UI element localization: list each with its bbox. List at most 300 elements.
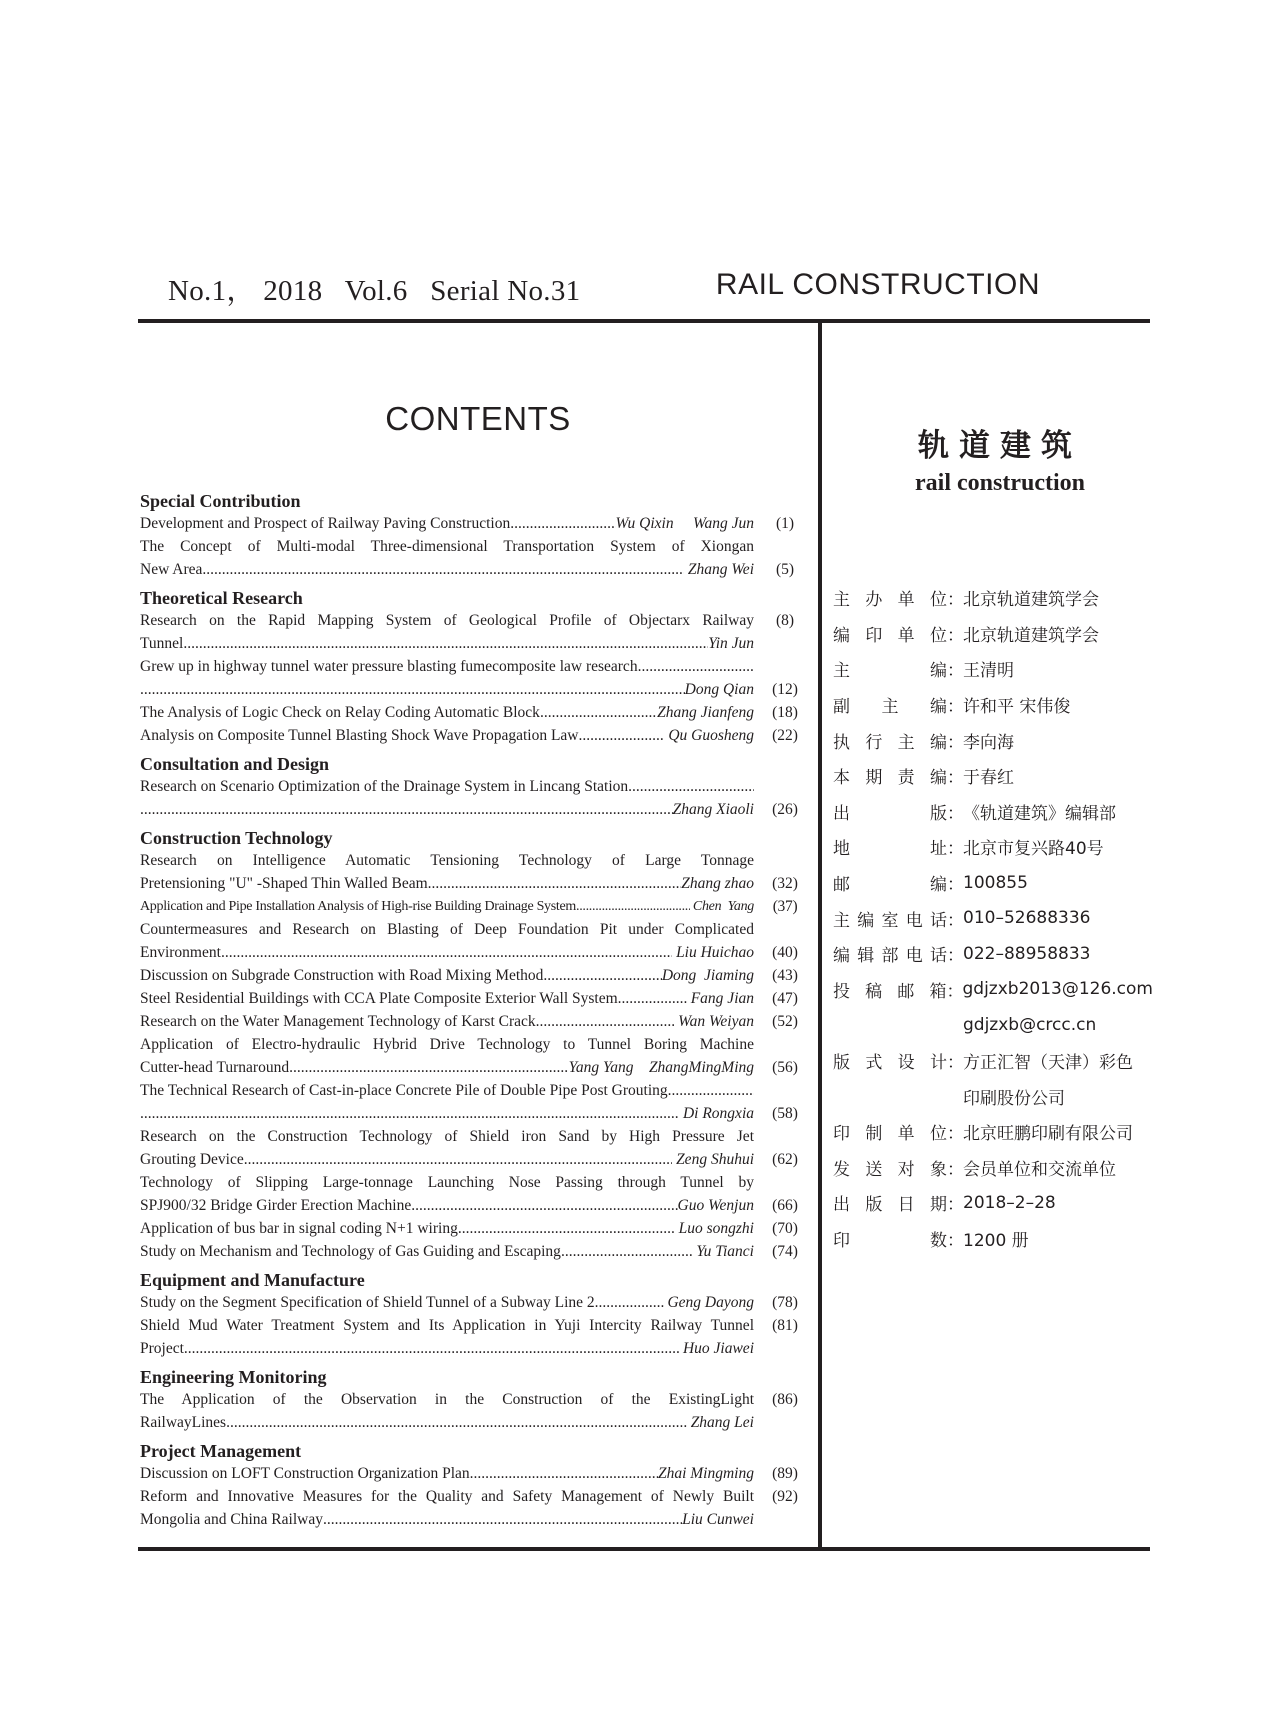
toc-entry <box>140 701 800 724</box>
info-row <box>833 1114 1153 1150</box>
entry-line <box>140 1411 754 1434</box>
info-value: 北京旺鹏印刷有限公司 <box>963 1124 1133 1145</box>
toc-entry <box>140 775 800 821</box>
label-char: 执 <box>833 732 850 753</box>
info-value: 北京轨道建筑学会 <box>963 590 1099 611</box>
info-value: 北京轨道建筑学会 <box>963 625 1099 646</box>
entry-line <box>140 1194 754 1217</box>
info-separator: ： <box>947 661 964 682</box>
entry-line <box>140 632 754 655</box>
info-row <box>833 1078 1153 1114</box>
info-row <box>833 794 1153 830</box>
dot-leader <box>536 1010 675 1033</box>
entry-line <box>140 872 754 895</box>
info-separator: ： <box>947 839 964 860</box>
entry-line <box>140 1337 754 1360</box>
dot-leader <box>628 775 754 798</box>
entry-title-text: Discussion on Subgrade Construction with Road Mixing Method <box>140 967 544 984</box>
entry-author: Dong Qian <box>684 681 754 698</box>
entry-title-text: Study on Mechanism and Technology of Gas Guiding and Escaping <box>140 1243 561 1260</box>
dot-leader <box>543 964 661 987</box>
info-separator: ： <box>946 981 964 1002</box>
info-value: 022–88958833 <box>963 943 1091 964</box>
info-row <box>833 936 1153 972</box>
label-char: 单 <box>897 590 915 611</box>
entry-line <box>140 941 754 964</box>
entry-author: Liu Cunwei <box>682 1511 754 1528</box>
label-char: 地 <box>833 839 850 860</box>
info-row <box>833 1185 1153 1221</box>
entry-author: Luo songzhi <box>674 1220 754 1237</box>
label-char: 办 <box>865 590 883 611</box>
page-number: (78) <box>772 1294 798 1311</box>
toc-entry <box>140 1010 800 1033</box>
label-char: 送 <box>865 1159 883 1180</box>
entry-line <box>140 1508 754 1531</box>
masthead-info <box>833 580 1153 1256</box>
info-label <box>833 621 947 646</box>
info-label <box>833 585 947 610</box>
info-separator: ： <box>947 697 964 718</box>
label-char: 编 <box>833 625 850 646</box>
entry-title-text: Application of bus bar in signal coding N+1 wiring <box>140 1220 458 1237</box>
toc-entry <box>140 1079 800 1125</box>
page-number: (89) <box>772 1465 798 1482</box>
info-row <box>833 1007 1153 1043</box>
info-row <box>833 651 1153 687</box>
label-char: 期 <box>865 768 883 789</box>
label-char: 期 <box>929 1195 947 1216</box>
toc-entry <box>140 895 800 918</box>
label-char: 投 <box>833 981 850 1002</box>
entry-title-line: Application of Electro-hydraulic Hybrid Drive Technology to Tunnel Boring Machine <box>140 1036 754 1053</box>
info-value: 方正汇智（天津）彩色 <box>963 1053 1133 1074</box>
entry-title-line: Research on Intelligence Automatic Tensioning Technology of Large Tonnage <box>140 852 754 869</box>
entry-line <box>140 1148 754 1171</box>
page-number: (22) <box>772 727 798 744</box>
label-char: 版 <box>865 1195 883 1216</box>
info-row <box>833 687 1153 723</box>
label-char: 版 <box>833 1053 850 1074</box>
page-number: (58) <box>772 1105 798 1122</box>
info-separator: ： <box>947 590 964 611</box>
section-title: Equipment and Manufacture <box>140 1270 365 1290</box>
entry-author: Wu Qixin Wang Jun <box>615 515 754 532</box>
info-label <box>833 692 947 717</box>
info-label <box>833 834 947 859</box>
info-value: 李向海 <box>963 732 1014 753</box>
section-title: Theoretical Research <box>140 588 303 608</box>
label-char: 箱 <box>929 981 947 1002</box>
entry-title-text: Study on the Segment Specification of Shield Tunnel of a Subway Line 2 <box>140 1294 595 1311</box>
entry-title-text: RailwayLines <box>140 1414 227 1431</box>
label-char: 编 <box>833 946 850 967</box>
toc-entry <box>140 1485 800 1531</box>
label-char: 印 <box>833 1230 850 1251</box>
label-char: 邮 <box>897 981 915 1002</box>
page-number: (92) <box>772 1488 798 1505</box>
toc-entry <box>140 512 800 535</box>
toc-entry <box>140 655 800 701</box>
entry-title-line: Research on the Rapid Mapping System of Geological Profile of Objectarx Railway <box>140 612 754 629</box>
entry-title-text: Steel Residential Buildings with CCA Plate Composite Exterior Wall System <box>140 990 618 1007</box>
entry-author: Chen Yang <box>689 899 754 914</box>
page-number: (1) <box>775 515 795 532</box>
toc-entry <box>140 1217 800 1240</box>
entry-author: Zhang Wei <box>683 561 754 578</box>
entry-line <box>140 964 754 987</box>
info-separator: ： <box>947 803 964 824</box>
dot-leader <box>140 798 673 821</box>
info-row <box>833 829 1153 865</box>
page-number: (18) <box>772 704 798 721</box>
label-char: 行 <box>865 732 883 753</box>
dot-leader <box>183 632 708 655</box>
label-char: 编 <box>929 732 947 753</box>
label-char: 编 <box>930 875 947 896</box>
entry-line <box>140 512 754 535</box>
label-char: 编 <box>857 910 875 931</box>
label-char: 主 <box>833 910 850 931</box>
dot-leader <box>578 724 664 747</box>
label-char: 日 <box>897 1195 915 1216</box>
entry-author: Zhang Lei <box>686 1414 754 1431</box>
label-char: 编 <box>930 697 947 718</box>
label-char: 设 <box>897 1053 915 1074</box>
info-separator: ： <box>947 910 964 931</box>
dot-leader <box>510 512 615 535</box>
section-title: Construction Technology <box>140 828 333 848</box>
entry-line <box>140 1056 754 1079</box>
info-separator: ： <box>947 946 964 967</box>
dot-leader <box>323 1508 682 1531</box>
info-row <box>833 900 1153 936</box>
dot-leader <box>470 1462 658 1485</box>
page-number: (47) <box>772 990 798 1007</box>
entry-author: Wan Weiyan <box>674 1013 754 1030</box>
entry-title-line: Research on the Construction Technology of Shield iron Sand by High Pressure Jet <box>140 1128 754 1145</box>
page-number: (40) <box>772 944 798 961</box>
entry-title-text: The Technical Research of Cast-in-place Concrete Pile of Double Pipe Post Grouting <box>140 1082 668 1099</box>
entry-title-text: SPJ900/32 Bridge Girder Erection Machine <box>140 1197 412 1214</box>
label-char: 主 <box>897 732 915 753</box>
info-label <box>833 1048 947 1073</box>
toc-entry <box>140 1033 800 1079</box>
info-label <box>833 656 947 681</box>
label-char: 单 <box>897 1124 915 1145</box>
toc-entry <box>140 1240 800 1263</box>
page-number: (52) <box>772 1013 798 1030</box>
label-char: 室 <box>881 910 899 931</box>
entry-line <box>140 1217 754 1240</box>
label-char: 数 <box>930 1230 947 1251</box>
entry-author: Liu Huichao <box>672 944 754 961</box>
entry-line <box>140 775 754 798</box>
entry-author: Yu Tianci <box>692 1243 754 1260</box>
dot-leader <box>595 1291 664 1314</box>
dot-leader <box>638 655 754 678</box>
dot-leader <box>184 1337 679 1360</box>
label-char: 编 <box>930 661 947 682</box>
info-separator: ： <box>947 1124 964 1145</box>
table-of-contents <box>140 490 800 1531</box>
page-number: (81) <box>772 1317 798 1334</box>
entry-author: Fang Jian <box>686 990 754 1007</box>
label-char: 计 <box>929 1053 947 1074</box>
label-char: 位 <box>929 625 947 646</box>
label-char: 本 <box>833 768 850 789</box>
label-char: 电 <box>905 910 923 931</box>
dot-leader <box>244 1148 672 1171</box>
entry-line <box>140 1079 754 1102</box>
info-row <box>833 972 1153 1008</box>
entry-title-text: Grouting Device <box>140 1151 244 1168</box>
page-number: (66) <box>772 1197 798 1214</box>
label-char: 单 <box>897 625 915 646</box>
entry-title-line: Shield Mud Water Treatment System and Its Application in Yuji Intercity Railway Tunnel <box>140 1317 754 1334</box>
entry-author: Zhai Mingming <box>657 1465 754 1482</box>
dot-leader <box>561 1240 693 1263</box>
column-divider <box>818 322 822 1549</box>
label-char: 主 <box>881 697 899 718</box>
magazine-title-en: rail construction <box>915 470 1085 496</box>
label-char: 印 <box>865 625 883 646</box>
section-title: Engineering Monitoring <box>140 1367 327 1387</box>
label-char: 址 <box>930 839 947 860</box>
page-number: (56) <box>772 1059 798 1076</box>
info-value: gdjzxb2013@126.com <box>962 979 1153 1000</box>
info-row <box>833 758 1153 794</box>
label-char: 对 <box>897 1159 915 1180</box>
entry-title-text: Grew up in highway tunnel water pressure blasting fumecomposite law research <box>140 658 638 675</box>
dot-leader <box>140 678 685 701</box>
dot-leader <box>576 895 690 918</box>
info-label <box>833 763 947 788</box>
entry-title-line: Countermeasures and Research on Blasting of Deep Foundation Pit under Complicated <box>140 921 754 938</box>
entry-title-line: The Concept of Multi-modal Three-dimensional Transportation System of Xiongan <box>140 538 754 555</box>
info-row <box>833 580 1153 616</box>
label-char: 位 <box>929 590 947 611</box>
entry-title-text: Development and Prospect of Railway Paving Construction <box>140 515 511 532</box>
toc-entry <box>140 609 800 655</box>
entry-author: Di Rongxia <box>679 1105 754 1122</box>
entry-author: Zhang Xiaoli <box>672 801 754 818</box>
label-char: 出 <box>833 1195 850 1216</box>
info-separator: ： <box>947 1230 964 1251</box>
entry-title-text: New Area <box>140 561 203 578</box>
label-char: 印 <box>833 1124 850 1145</box>
label-char: 式 <box>865 1053 883 1074</box>
magazine-title-cn: 轨道建筑 <box>918 428 1082 464</box>
toc-entry <box>140 964 800 987</box>
info-label <box>833 1190 947 1215</box>
toc-entry <box>140 1314 800 1360</box>
toc-entry <box>140 1388 800 1434</box>
info-separator: ： <box>947 1159 964 1180</box>
entry-author: Geng Dayong <box>663 1294 754 1311</box>
entry-title-text: Application and Pipe Installation Analysis of High-rise Building Drainage System <box>140 899 576 914</box>
section-title: Project Management <box>140 1441 302 1461</box>
info-separator: ： <box>947 768 964 789</box>
label-char: 部 <box>881 946 899 967</box>
toc-entry <box>140 535 800 581</box>
entry-title-text: Cutter-head Turnaround <box>140 1059 290 1076</box>
dot-leader <box>618 987 687 1010</box>
page-number: (86) <box>772 1391 798 1408</box>
label-char: 辑 <box>857 946 875 967</box>
entry-author: Guo Wenjun <box>677 1197 754 1214</box>
dot-leader <box>540 701 657 724</box>
entry-author: Qu Guosheng <box>664 727 754 744</box>
info-value: 王清明 <box>963 661 1014 682</box>
label-char: 出 <box>833 803 850 824</box>
label-char: 责 <box>897 768 915 789</box>
page-number: (37) <box>772 898 798 915</box>
entry-line <box>140 1291 754 1314</box>
label-char: 副 <box>833 697 850 718</box>
label-char: 主 <box>833 661 850 682</box>
label-char: 位 <box>929 1124 947 1145</box>
info-value: 2018–2–28 <box>963 1192 1056 1213</box>
label-char: 电 <box>905 946 923 967</box>
section-title: Consultation and Design <box>140 754 330 774</box>
label-char: 话 <box>930 910 947 931</box>
info-separator: ： <box>947 732 964 753</box>
entry-line <box>140 701 754 724</box>
entry-title-text: The Analysis of Logic Check on Relay Coding Automatic Block <box>140 704 540 721</box>
info-separator: ： <box>947 1195 964 1216</box>
label-char: 制 <box>865 1124 883 1145</box>
toc-entry <box>140 918 800 964</box>
label-char: 发 <box>833 1159 850 1180</box>
dot-leader <box>428 872 682 895</box>
page-number: (32) <box>772 875 798 892</box>
info-label <box>833 799 947 824</box>
info-label <box>833 728 947 753</box>
label-char: 话 <box>930 946 947 967</box>
toc-entry <box>140 1125 800 1171</box>
page-number: (43) <box>772 967 798 984</box>
entry-title-text: Research on the Water Management Technology of Karst Crack <box>140 1013 536 1030</box>
issue-info: No.1， 2018 Vol.6 Serial No.31 <box>168 275 581 307</box>
label-char: 邮 <box>833 875 850 896</box>
info-value: gdjzxb@crcc.cn <box>963 1014 1097 1035</box>
info-value: 印刷股份公司 <box>963 1088 1065 1109</box>
info-row <box>833 1150 1153 1186</box>
toc-entry <box>140 1462 800 1485</box>
info-row <box>833 1043 1153 1079</box>
entry-line <box>140 678 754 701</box>
info-label <box>833 941 947 966</box>
page-number: (74) <box>772 1243 798 1260</box>
page-number: (8) <box>775 612 795 629</box>
label-char: 象 <box>929 1159 947 1180</box>
entry-title-text: Project <box>140 1340 184 1357</box>
entry-title-text: Tunnel <box>140 635 184 652</box>
info-separator: ： <box>947 625 964 646</box>
info-label <box>833 906 947 931</box>
info-value: 会员单位和交流单位 <box>963 1159 1116 1180</box>
info-label <box>833 1119 947 1144</box>
entry-line <box>140 1010 754 1033</box>
entry-title-text: Pretensioning "U" -Shaped Thin Walled Beam <box>140 875 428 892</box>
toc-entry <box>140 724 800 747</box>
toc-entry <box>140 849 800 895</box>
info-row <box>833 1221 1153 1257</box>
info-value: 1200 册 <box>963 1230 1029 1251</box>
info-label <box>833 977 946 1002</box>
info-row <box>833 722 1153 758</box>
entry-title-text: Discussion on LOFT Construction Organization Plan <box>140 1465 470 1482</box>
label-char: 编 <box>929 768 947 789</box>
page-number: (70) <box>772 1220 798 1237</box>
dot-leader <box>221 941 672 964</box>
dot-leader <box>668 1079 754 1102</box>
dot-leader <box>202 558 684 581</box>
contents-title: CONTENTS <box>385 400 571 437</box>
entry-author: Yin Jun <box>708 635 754 652</box>
page-number: (26) <box>772 801 798 818</box>
info-value: 许和平 宋伟俊 <box>963 697 1071 718</box>
entry-title-text: Analysis on Composite Tunnel Blasting Shock Wave Propagation Law <box>140 727 579 744</box>
info-value: 100855 <box>963 872 1028 893</box>
info-separator: ： <box>947 875 964 896</box>
page-number: (62) <box>772 1151 798 1168</box>
info-value: 北京市复兴路40号 <box>963 839 1104 860</box>
entry-line <box>140 1102 754 1125</box>
dot-leader <box>458 1217 675 1240</box>
info-value: 010–52688336 <box>963 908 1091 929</box>
entry-line <box>140 724 754 747</box>
info-separator: ： <box>947 1053 964 1074</box>
info-row <box>833 865 1153 901</box>
entry-author: Yang Yang ZhangMingMing <box>568 1059 754 1076</box>
entry-line <box>140 798 754 821</box>
dot-leader <box>226 1411 687 1434</box>
entry-author: Zhang Jianfeng <box>657 704 754 721</box>
dot-leader <box>411 1194 677 1217</box>
entry-line <box>140 987 754 1010</box>
entry-title-text: Mongolia and China Railway <box>140 1511 323 1528</box>
entry-title-line: Technology of Slipping Large-tonnage Launching Nose Passing through Tunnel by <box>140 1174 754 1191</box>
info-label <box>833 1226 947 1251</box>
info-row <box>833 616 1153 652</box>
page-number: (5) <box>775 561 795 578</box>
entry-line <box>140 1462 754 1485</box>
entry-title-line: The Application of the Observation in the Construction of the ExistingLight <box>140 1391 754 1408</box>
entry-title-line: Reform and Innovative Measures for the Quality and Safety Management of Newly Built <box>140 1488 754 1505</box>
info-value: 于春红 <box>963 768 1014 789</box>
entry-author: Huo Jiawei <box>679 1340 754 1357</box>
entry-line <box>140 895 754 918</box>
label-char: 版 <box>930 803 947 824</box>
info-label <box>833 870 947 895</box>
entry-title-text: Research on Scenario Optimization of the Drainage System in Lincang Station <box>140 778 629 795</box>
top-rule <box>138 319 1150 323</box>
bottom-rule <box>138 1547 1150 1551</box>
toc-entry <box>140 1291 800 1314</box>
entry-line <box>140 558 754 581</box>
entry-author: Dong Jiaming <box>661 967 754 984</box>
toc-entry <box>140 987 800 1010</box>
section-title: Special Contribution <box>140 491 301 511</box>
toc-entry <box>140 1171 800 1217</box>
info-value: 《轨道建筑》编辑部 <box>963 803 1116 824</box>
dot-leader <box>289 1056 569 1079</box>
journal-name: RAIL CONSTRUCTION <box>715 268 1040 301</box>
label-char: 主 <box>833 590 850 611</box>
dot-leader <box>140 1102 679 1125</box>
